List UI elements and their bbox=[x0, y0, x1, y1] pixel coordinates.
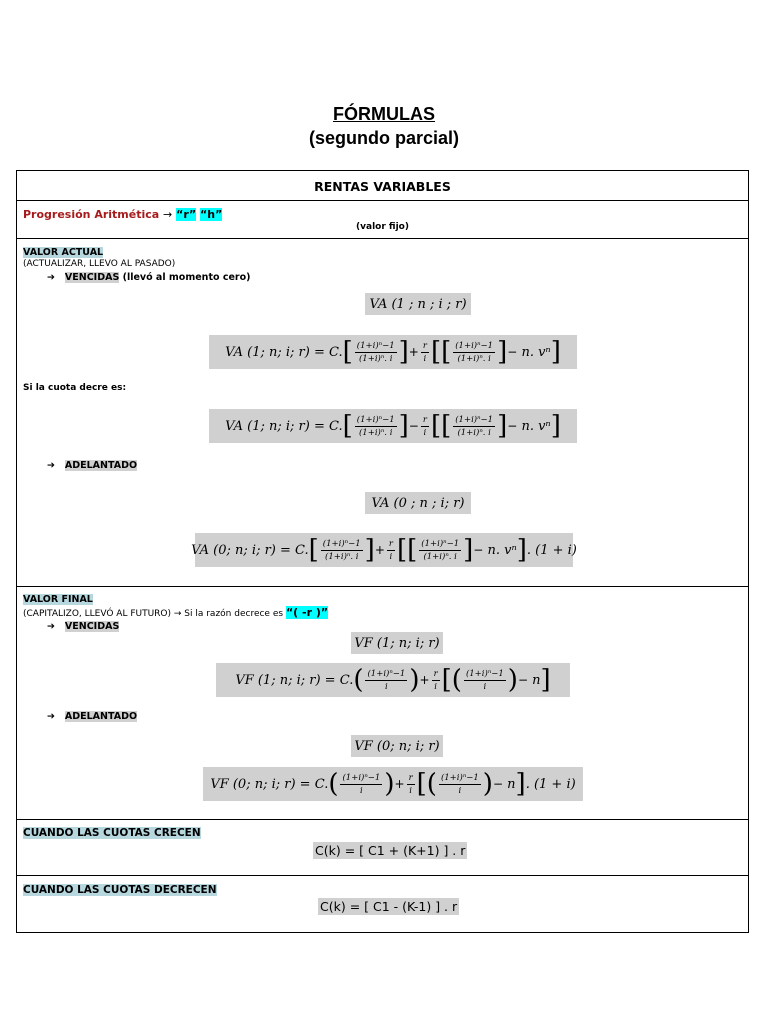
vf-heading-2: VF (0; n; i; r) bbox=[351, 735, 443, 757]
page-title bbox=[0, 104, 768, 149]
progresion-note: (valor fijo) bbox=[356, 222, 409, 232]
valor-final-label: VALOR FINAL bbox=[23, 594, 93, 605]
title-main: FÓRMULAS bbox=[333, 104, 435, 124]
va-formula-2: VA (1; n; i; r) = C. [ $\frac{\text{(1+i)ⁿ−1}}{\text{(1+i)ⁿ. i}}$ ] − $\frac{r}{i}$ [[ $\frac{\text{(1+i)ⁿ−1}}{\text{(1+i)ⁿ. i}}$ ] − n. vⁿ ] bbox=[209, 409, 577, 443]
cuota-decre: Si la cuota decre es: bbox=[23, 383, 127, 393]
decrecen-label: CUANDO LAS CUOTAS DECRECEN bbox=[23, 884, 217, 896]
decrecen-box bbox=[16, 875, 749, 933]
crecen-box bbox=[16, 819, 749, 876]
valor-actual-sub: (ACTUALIZAR, LLEVO AL PASADO) bbox=[23, 259, 176, 269]
vf-adelantado-label: ADELANTADO bbox=[64, 711, 138, 722]
valor-actual-box bbox=[16, 238, 749, 587]
title-sub: (segundo parcial) bbox=[308, 128, 460, 148]
vf-formula-2: VF (0; n; i; r) = C. ( $\frac{\text{(1+i)ⁿ−1}}{i}$ ) + $\frac{r}{i}$ [( $\frac{\text{(1+i)ⁿ−1}}{i}$ ) − n ] . (1 + i) bbox=[203, 767, 583, 801]
va-heading-1: VA (1 ; n ; i ; r) bbox=[365, 293, 471, 315]
valor-final-box bbox=[16, 586, 749, 820]
arrow-icon: ➔ bbox=[47, 621, 55, 632]
progresion-r: “r” bbox=[176, 208, 197, 221]
adelantado-label: ADELANTADO bbox=[64, 460, 138, 471]
arrow-icon: ➔ bbox=[47, 711, 55, 722]
va-formula-3: VA (0; n; i; r) = C. [ $\frac{\text{(1+i)ⁿ−1}}{\text{(1+i)ⁿ. i}}$ ] + $\frac{r}{i}$ [[ $\frac{\text{(1+i)ⁿ−1}}{\text{(1+i)ⁿ. i}}$ ] − n. vⁿ ] . (1 + i) bbox=[191, 535, 577, 565]
progresion-arrow: → bbox=[163, 208, 173, 221]
vf-formula-1: VF (1; n; i; r) = C. ( $\frac{\text{(1+i)ⁿ−1}}{i}$ ) + $\frac{r}{i}$ [( $\frac{\text{(1+i)ⁿ−1}}{i}$ ) − n ] bbox=[216, 663, 570, 697]
progresion-box bbox=[16, 200, 749, 239]
rentas-header: RENTAS VARIABLES bbox=[314, 179, 451, 194]
arrow-icon: ➔ bbox=[47, 460, 55, 471]
progresion-h: “h” bbox=[200, 208, 223, 221]
vf-heading-1: VF (1; n; i; r) bbox=[351, 632, 443, 654]
rentas-header-box bbox=[16, 170, 749, 201]
progresion-label: Progresión Aritmética bbox=[23, 208, 160, 221]
arrow-icon: ➔ bbox=[47, 272, 55, 283]
vencidas-note: (llevó al momento cero) bbox=[122, 272, 251, 283]
crecen-formula: C(k) = [ C1 + (K+1) ] . r bbox=[315, 843, 466, 858]
vf-vencidas-label: VENCIDAS bbox=[64, 621, 120, 632]
va-heading-2: VA (0 ; n ; i; r) bbox=[365, 492, 471, 514]
valor-actual-label: VALOR ACTUAL bbox=[23, 247, 104, 258]
valor-final-sub: (CAPITALIZO, LLEVÓ AL FUTURO) → Si la razón decrece es “( -r )” bbox=[23, 606, 329, 619]
crecen-label: CUANDO LAS CUOTAS CRECEN bbox=[23, 827, 201, 839]
decrecen-formula: C(k) = [ C1 - (K-1) ] . r bbox=[320, 899, 458, 914]
va-formula-1: VA (1; n; i; r) = C. [ $\frac{\text{(1+i)ⁿ−1}}{\text{(1+i)ⁿ. i}}$ ] + $\frac{r}{i}$ [[ $\frac{\text{(1+i)ⁿ−1}}{\text{(1+i)ⁿ. i}}$ ] − n. vⁿ ] bbox=[209, 335, 577, 369]
vencidas-label: VENCIDAS bbox=[64, 272, 120, 283]
